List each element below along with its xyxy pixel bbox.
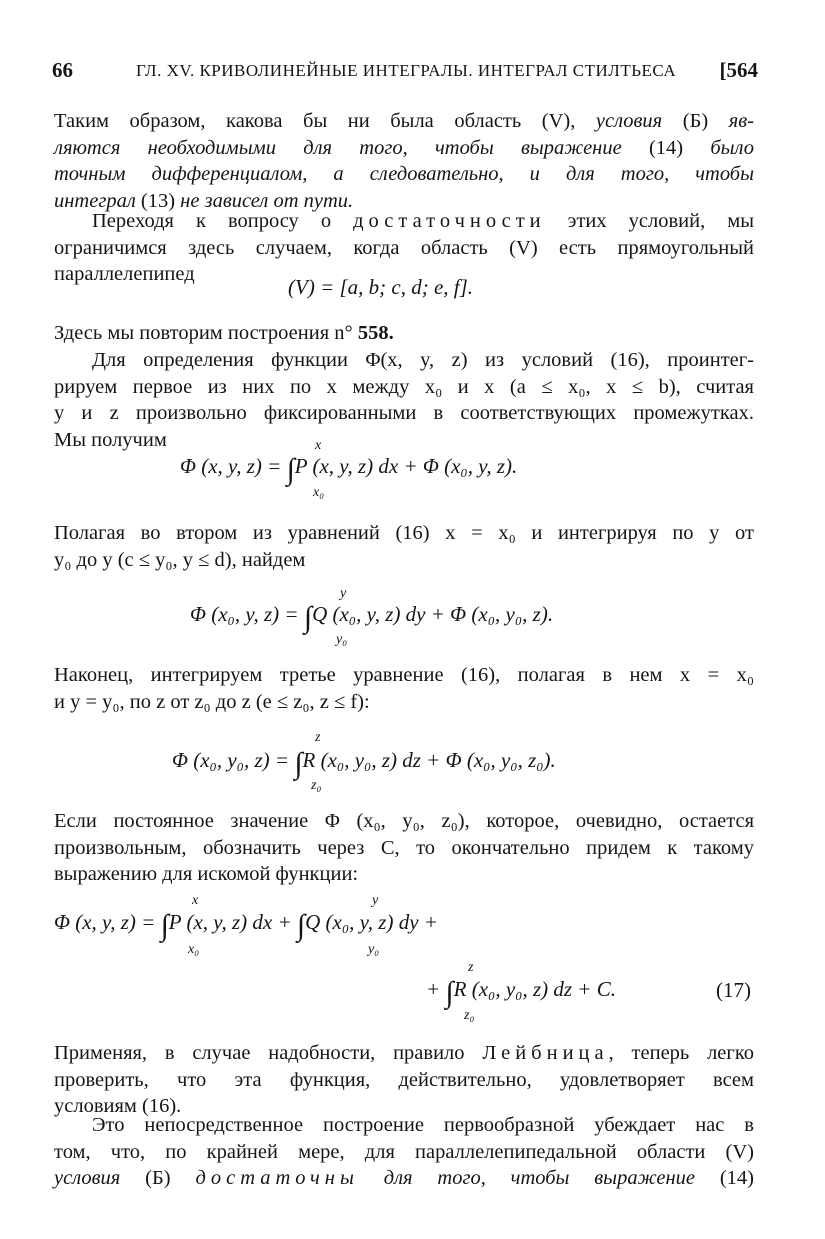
formula-body: P (x, y, z) dx + Φ (x₀, y, z). [294,454,518,478]
text-spaced: достаточности [353,210,546,232]
text: и y = y₀, по z от z₀ до z (e ≤ z₀, z ≤ f): [54,690,370,713]
formula-lhs: Φ (x, y, z) = [54,910,161,934]
text: (14) [694,1167,754,1189]
integral-sign: ∫ [445,976,454,1009]
text: выражению для искомой функции: [54,863,359,885]
paragraph-3 [54,320,754,347]
integral-upper-limit: z [315,730,321,745]
integral-lower-limit: z₀ [464,1008,475,1023]
text-italic: условия [595,110,663,132]
paragraph-7 [54,808,754,888]
integral-sign: ∫ [294,747,303,780]
text: y и z произвольно фиксированными в соответствующих промежутках. [54,402,754,424]
paragraph-4 [54,347,754,453]
paragraph-5 [54,520,754,573]
formula-plus: + [426,977,446,1001]
integral-lower-limit: y₀ [336,632,348,647]
page-number: 66 [52,58,73,82]
text: Если постоянное значение Φ (x₀, y₀, z₀), которое, очевидно, остается [54,810,754,832]
paragraph-9 [54,1112,754,1192]
text: Для определения функции Φ(x, y, z) из условий (16), проинтег- [92,349,754,371]
text: (Б) [662,110,729,132]
integral-sign: ∫ [296,909,306,942]
formula-term-2: Q (x₀, y, z) dy + [305,910,438,934]
page-header [52,58,758,88]
text: Переходя к вопросу о [92,210,354,232]
formula-lhs: Φ (x, y, z) = [180,454,287,478]
formula-term-3: R (x₀, y₀, z) dz + C. [453,977,616,1001]
text: Здесь мы повторим построения n° [54,322,358,344]
running-title: ГЛ. XV. КРИВОЛИНЕЙНЫЕ ИНТЕГРАЛЫ. ИНТЕГРАЛ СТИЛТЬЕСА [136,61,677,80]
text: Применяя, в случае надобности, правило [54,1042,483,1064]
equation-number: (17) [716,978,751,1002]
integral-sign: ∫ [286,453,295,486]
text: Полагая во втором из уравнений (16) x = x₀ и интегрируя по y от [54,522,754,544]
integral-upper-limit: y [340,586,347,601]
text: Таким образом, какова бы ни была область (V), [54,110,596,132]
text-italic: не зависел от пути. [180,189,354,212]
text: рируем первое из них по x между x₀ и x (a ≤ x₀, x ≤ b), считая [54,375,754,398]
text: этих условий, мы [545,210,754,232]
equation-box: (V) = [a, b; c, d; e, f]. [288,275,474,299]
integral-upper-limit: x [192,893,199,908]
text: (13) [135,189,181,212]
integral-lower-limit: y₀ [368,942,380,957]
formula-body: Q (x₀, y, z) dy + Φ (x₀, y₀, z). [312,602,554,626]
integral-upper-limit: y [372,893,379,908]
text: (14) [621,136,711,159]
formula-lhs: Φ (x₀, y, z) = [190,602,304,626]
formula-term-1: P (x, y, z) dx + [168,910,297,934]
integral-sign: ∫ [160,909,169,942]
text-italic: ляются необходимыми для того, чтобы выражение [54,136,622,159]
text: проверить, что эта функция, действительно, удовлетворяет всем [54,1068,754,1091]
integral-upper-limit: x [315,438,322,453]
text-italic: точным дифференциалом, а следовательно, и для того, чтобы [54,163,754,185]
paragraph-1 [54,108,754,214]
text-italic: условия [54,1167,121,1189]
integral-upper-limit: z [468,960,474,975]
text-spaced: Лейбница [482,1042,609,1064]
integral-sign: ∫ [303,601,313,634]
text: условиям (16). [54,1095,182,1117]
text: Это непосредственное построение первообразной убеждает нас в [92,1114,754,1136]
text: (Б) [120,1167,196,1189]
text-italic: интеграл [54,189,136,212]
text-bold: 558. [357,322,394,344]
formula-body: R (x₀, y₀, z) dz + Φ (x₀, y₀, z₀). [302,748,556,772]
integral-lower-limit: x₀ [188,942,200,957]
section-number: [564 [719,58,758,82]
text-italic: для того, чтобы выражение [358,1167,695,1189]
integral-lower-limit: x₀ [313,485,325,500]
formula-lhs: Φ (x₀, y₀, z) = [172,748,295,772]
integral-lower-limit: z₀ [311,778,322,793]
text-italic: было [710,136,754,159]
text: Наконец, интегрируем третье уравнение (16), полагая в нем x = x₀ [54,664,754,686]
text: произвольным, обозначить через C, то окончательно придем к такому [54,836,754,859]
text: y₀ до y (c ≤ y₀, y ≤ d), найдем [54,548,306,571]
text: Мы получим [54,428,167,451]
text-italic: яв- [728,110,754,132]
paragraph-6 [54,662,754,715]
paragraph-8 [54,1040,754,1120]
text: том, что, по крайней мере, для параллелепипедальной области (V) [54,1140,754,1163]
text: , теперь легко [608,1042,754,1064]
text: параллелепипед [54,263,195,285]
text-italic-spaced: достаточны [195,1167,359,1189]
text: ограничимся здесь случаем, когда область (V) есть прямоугольный [54,236,754,259]
